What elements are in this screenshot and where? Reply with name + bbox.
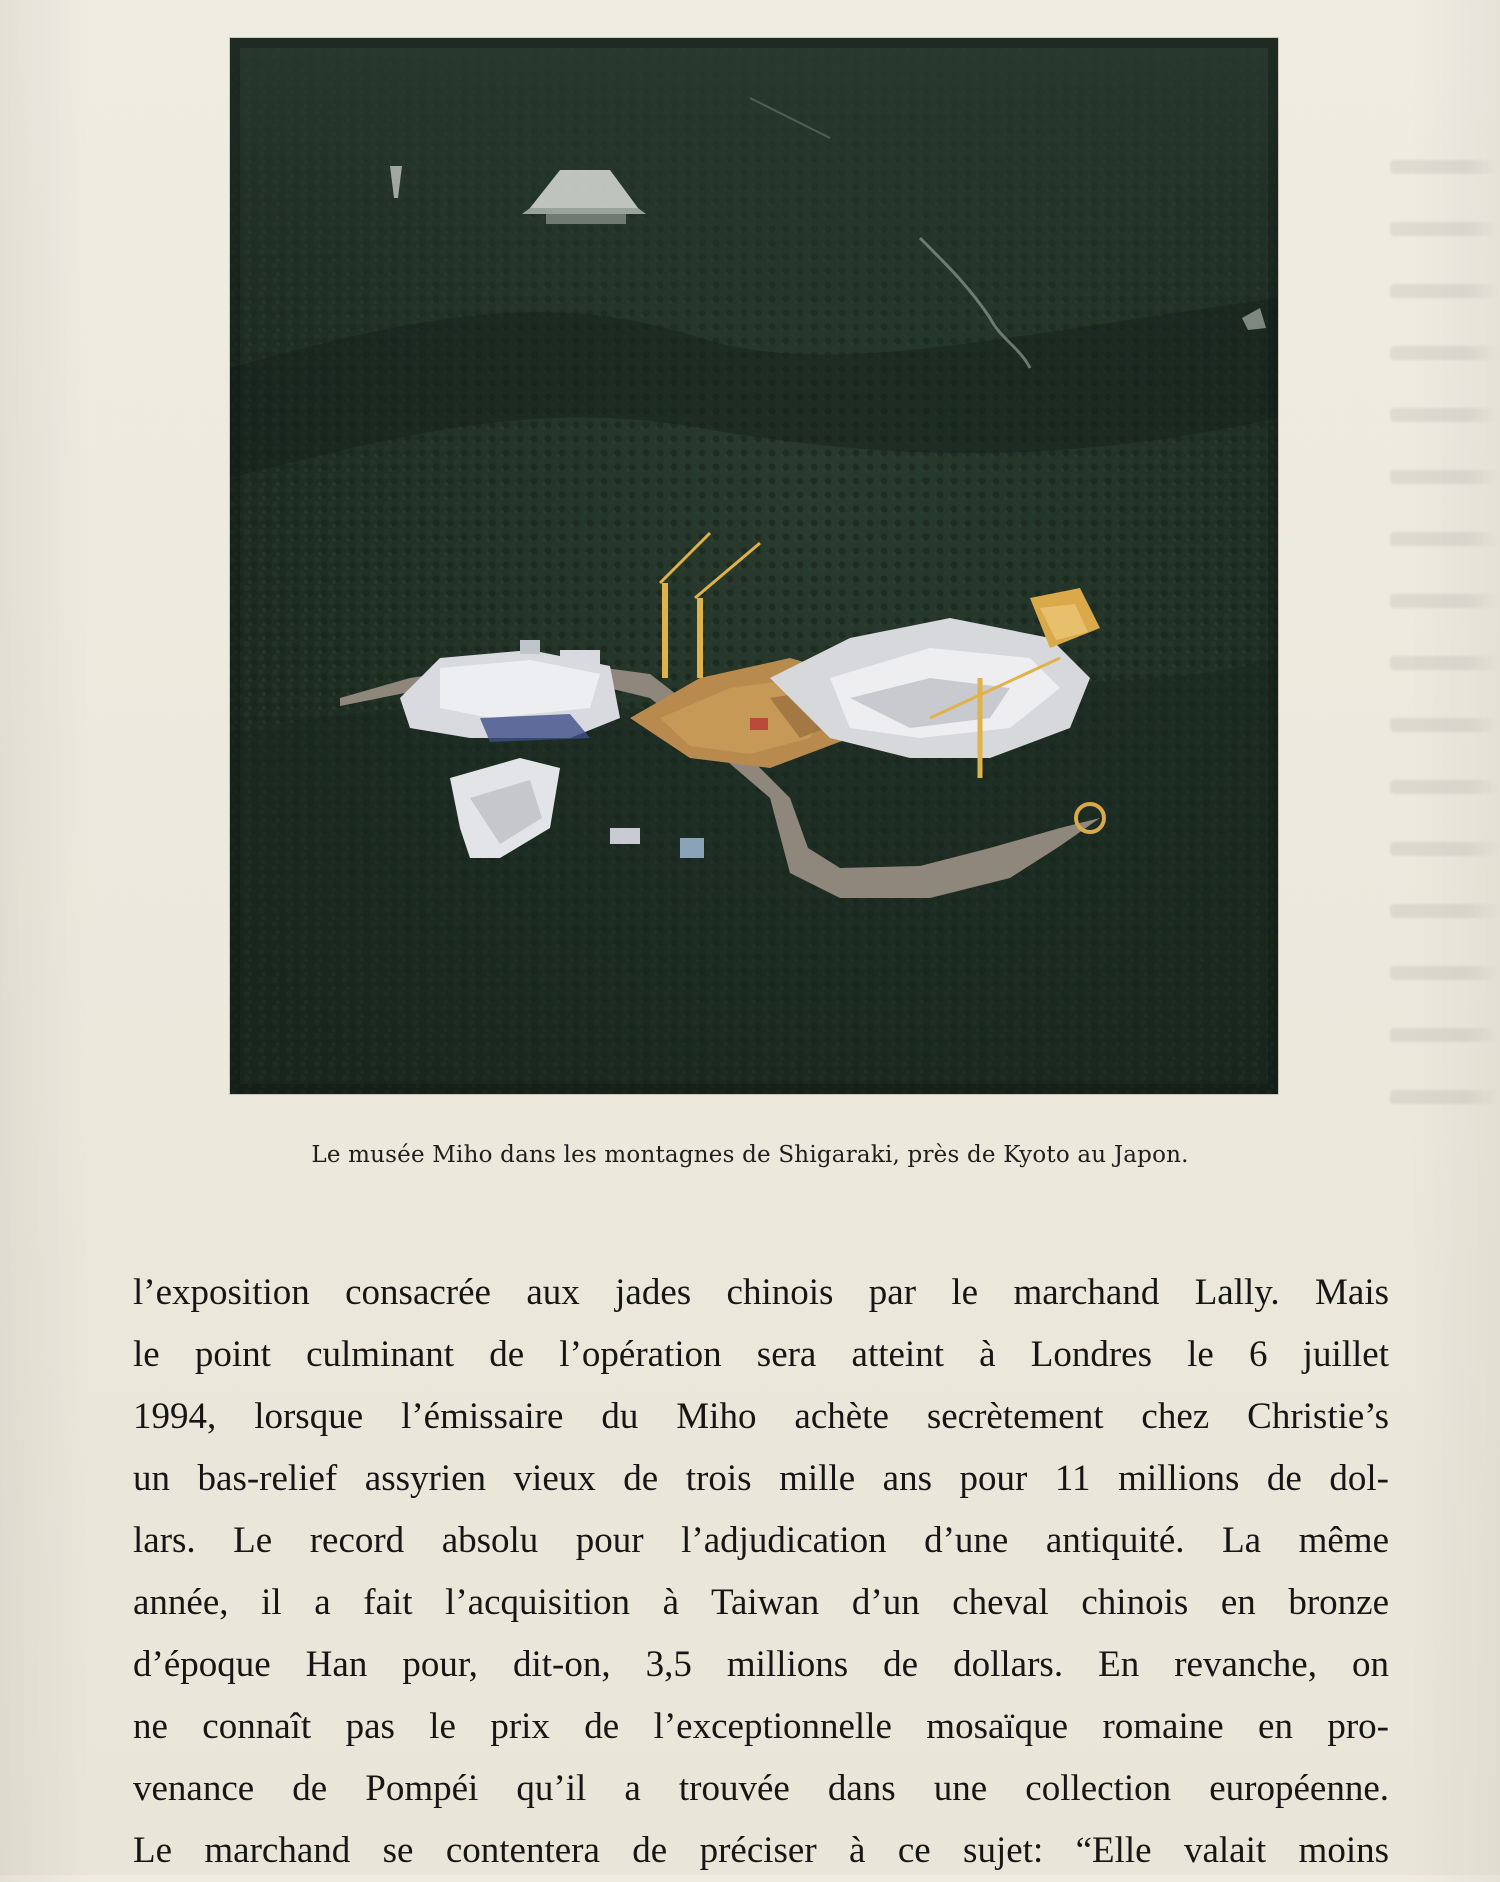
aerial-photograph [230, 38, 1278, 1094]
body-line: Le marchand se contentera de préciser à ce sujet: “Elle valait moins [133, 1830, 1389, 1871]
body-line: l’exposition consacrée aux jades chinois par le marchand Lally. Mais [133, 1272, 1389, 1313]
body-line: le point culminant de l’opération sera atteint à Londres le 6 juillet [133, 1334, 1389, 1375]
body-line: 1994, lorsque l’émissaire du Miho achète secrètement chez Christie’s [133, 1396, 1389, 1437]
aerial-photo-illustration [230, 38, 1278, 1094]
body-line: venance de Pompéi qu’il a trouvée dans une collection européenne. [133, 1768, 1389, 1809]
photo-caption: Le musée Miho dans les montagnes de Shigaraki, près de Kyoto au Japon. [311, 1142, 1189, 1168]
body-line: d’époque Han pour, dit-on, 3,5 millions de dollars. En revanche, on [133, 1644, 1389, 1685]
body-line: lars. Le record absolu pour l’adjudication d’une antiquité. La même [133, 1520, 1389, 1561]
body-paragraph [133, 1262, 1389, 1882]
show-through-text [1380, 160, 1500, 1160]
body-line: ne connaît pas le prix de l’exceptionnelle mosaïque romaine en pro- [133, 1706, 1389, 1747]
body-line: un bas-relief assyrien vieux de trois mille ans pour 11 millions de dol- [133, 1458, 1389, 1499]
body-line: année, il a fait l’acquisition à Taiwan d’un cheval chinois en bronze [133, 1582, 1389, 1623]
